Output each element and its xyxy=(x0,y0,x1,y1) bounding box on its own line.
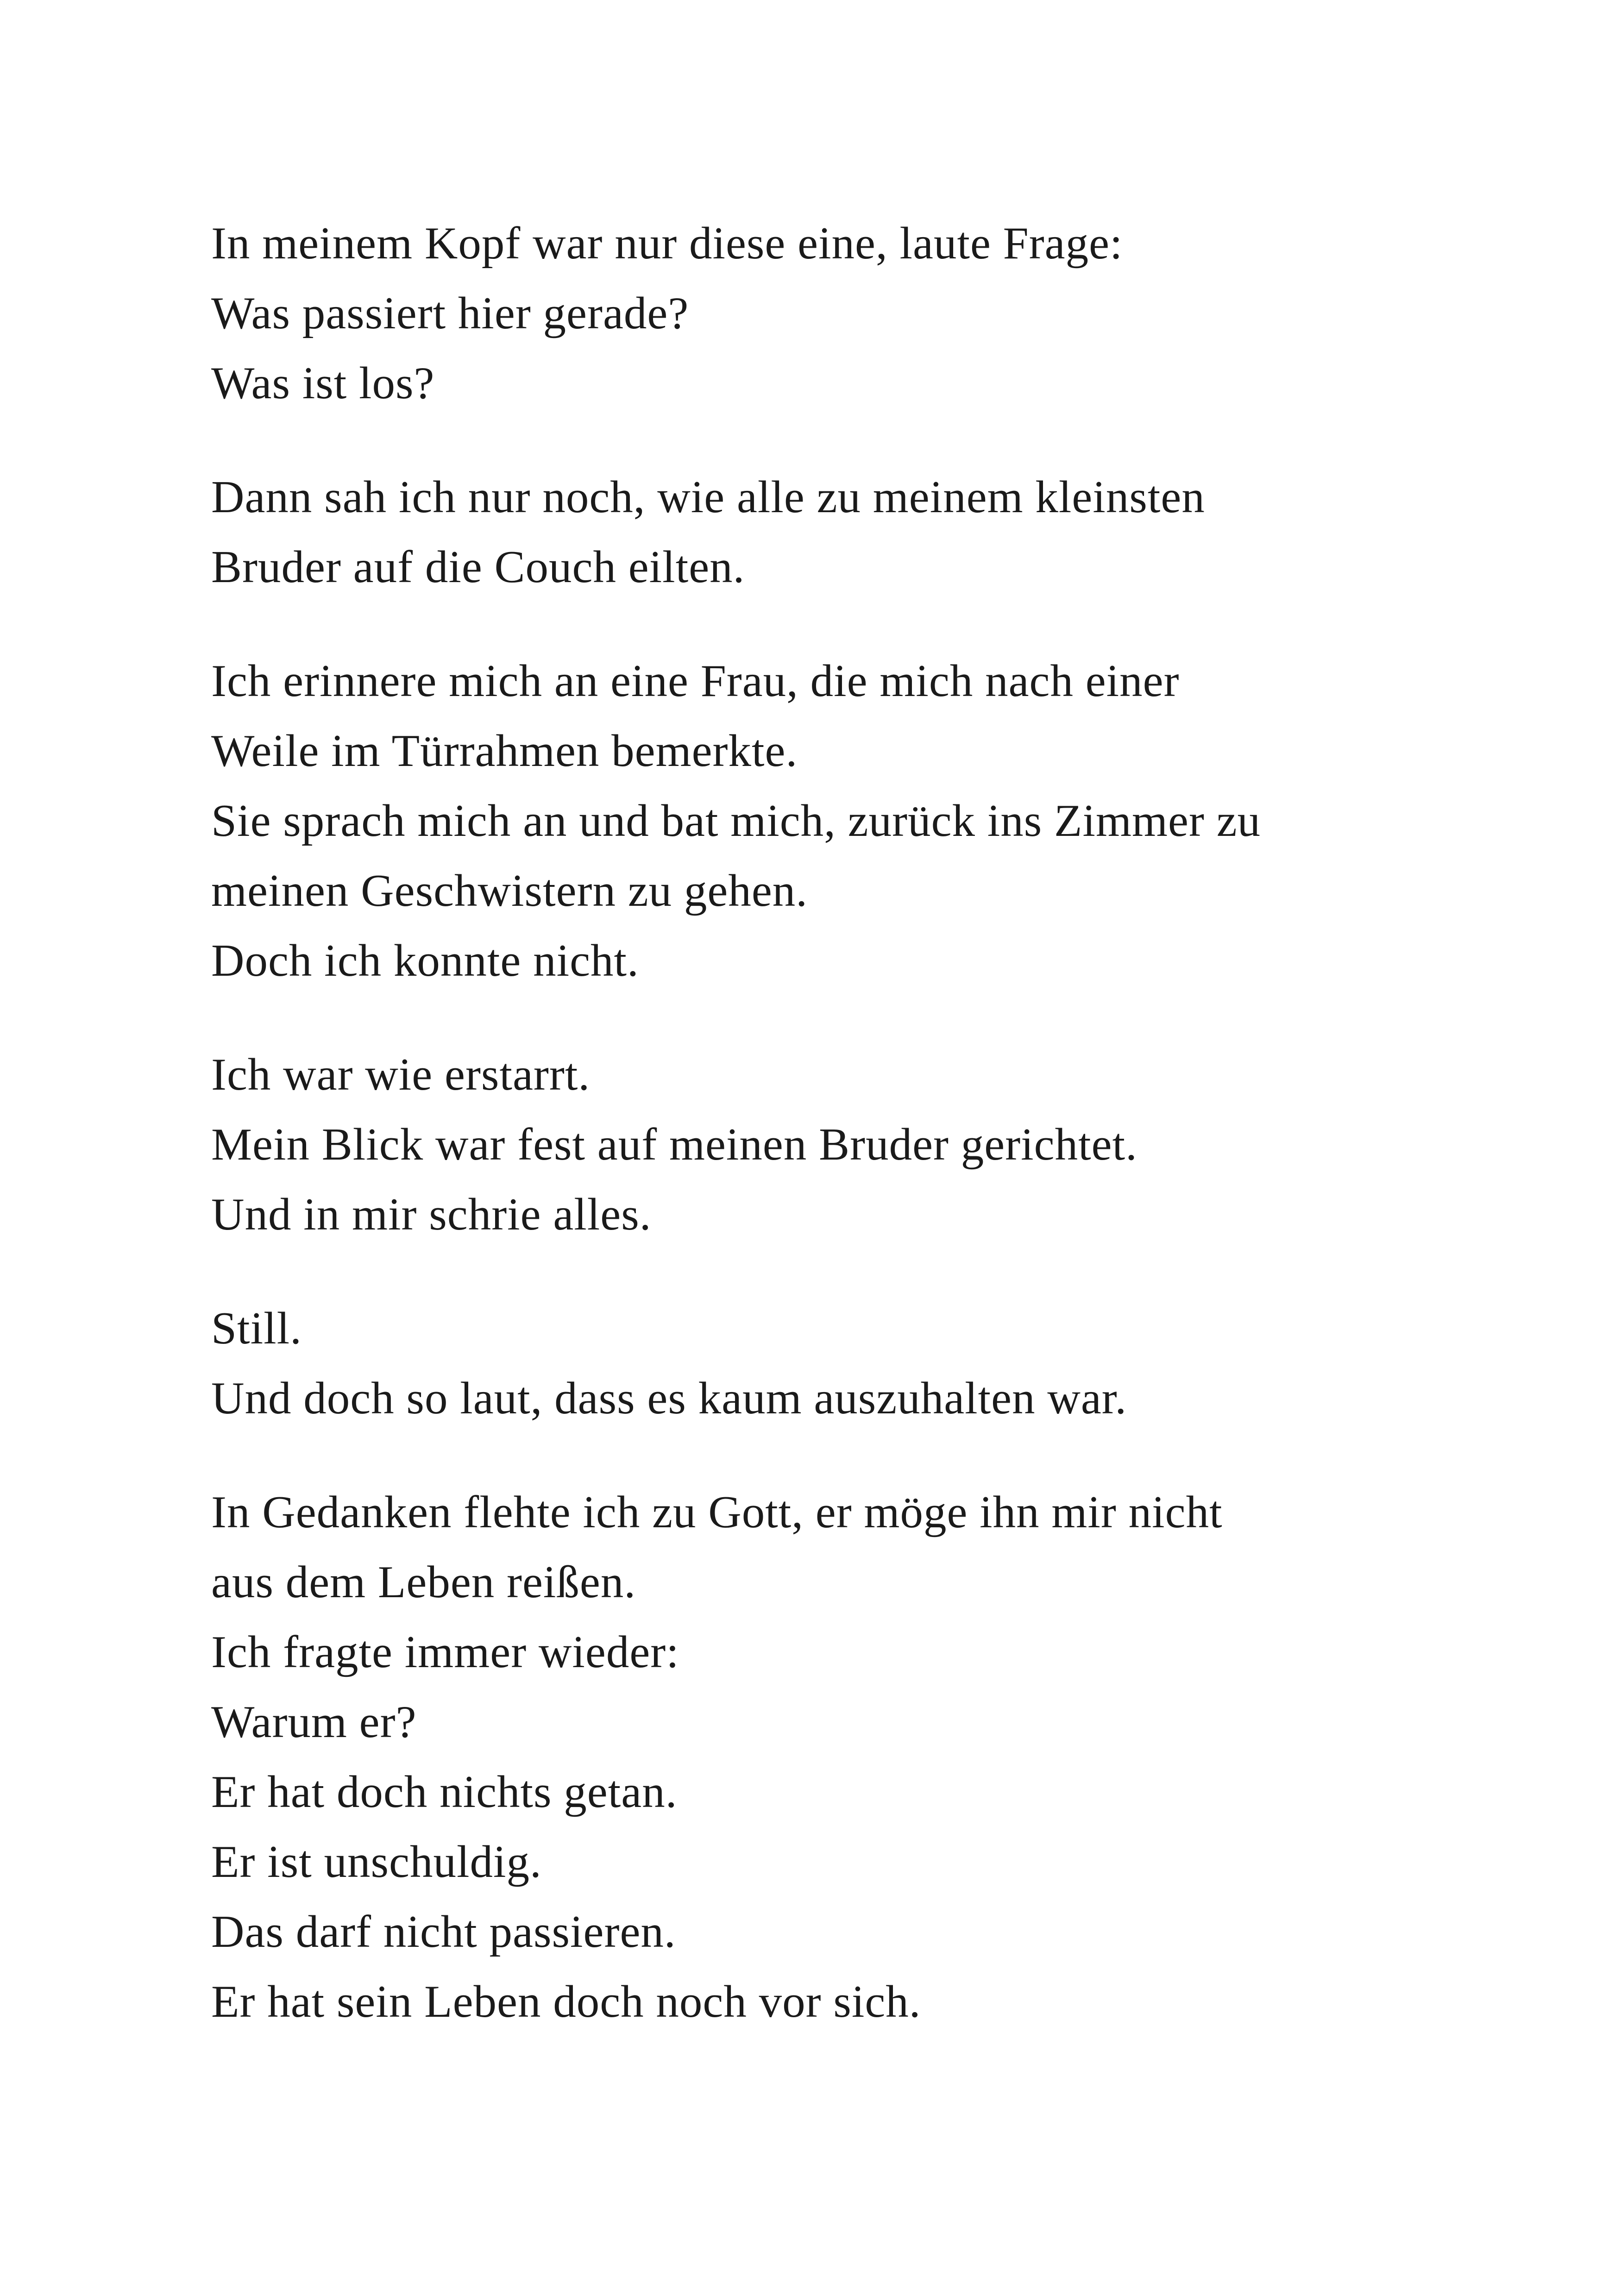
text-line: Warum er? xyxy=(211,1697,417,1747)
text-line: Und doch so laut, dass es kaum auszuhalten war. xyxy=(211,1373,1127,1424)
text-line: Das darf nicht passieren. xyxy=(211,1907,676,1957)
stanza-3 xyxy=(211,646,1462,996)
text-line: Mein Blick war fest auf meinen Bruder gerichtet. xyxy=(211,1119,1137,1170)
text-line: In Gedanken flehte ich zu Gott, er möge ihn mir nicht xyxy=(211,1487,1223,1537)
stanza-4 xyxy=(211,1040,1462,1249)
text-line: aus dem Leben reißen. xyxy=(211,1557,636,1607)
text-line: Dann sah ich nur noch, wie alle zu meinem kleinsten xyxy=(211,472,1205,522)
stanza-6 xyxy=(211,1477,1462,2037)
stanza-1 xyxy=(211,208,1462,418)
text-line: Ich fragte immer wieder: xyxy=(211,1627,679,1677)
text-line: Was ist los? xyxy=(211,358,435,408)
text-line: Sie sprach mich an und bat mich, zurück ins Zimmer zu xyxy=(211,796,1261,846)
text-line: Ich erinnere mich an eine Frau, die mich nach einer xyxy=(211,656,1180,706)
document-page xyxy=(211,208,1462,2037)
text-line: meinen Geschwistern zu gehen. xyxy=(211,866,808,916)
stanza-5 xyxy=(211,1293,1462,1433)
text-line: Doch ich konnte nicht. xyxy=(211,935,639,986)
text-line: Weile im Türrahmen bemerkte. xyxy=(211,726,798,776)
text-line: Und in mir schrie alles. xyxy=(211,1189,652,1240)
text-line: Still. xyxy=(211,1303,302,1354)
text-line: Ich war wie erstarrt. xyxy=(211,1049,591,1100)
text-line: Was passiert hier gerade? xyxy=(211,288,689,339)
text-line: Er hat doch nichts getan. xyxy=(211,1767,678,1817)
text-line: Er hat sein Leben doch noch vor sich. xyxy=(211,1976,921,2027)
text-line: In meinem Kopf war nur diese eine, laute Frage: xyxy=(211,218,1123,269)
stanza-2 xyxy=(211,462,1462,602)
text-line: Bruder auf die Couch eilten. xyxy=(211,542,745,592)
text-line: Er ist unschuldig. xyxy=(211,1837,542,1887)
